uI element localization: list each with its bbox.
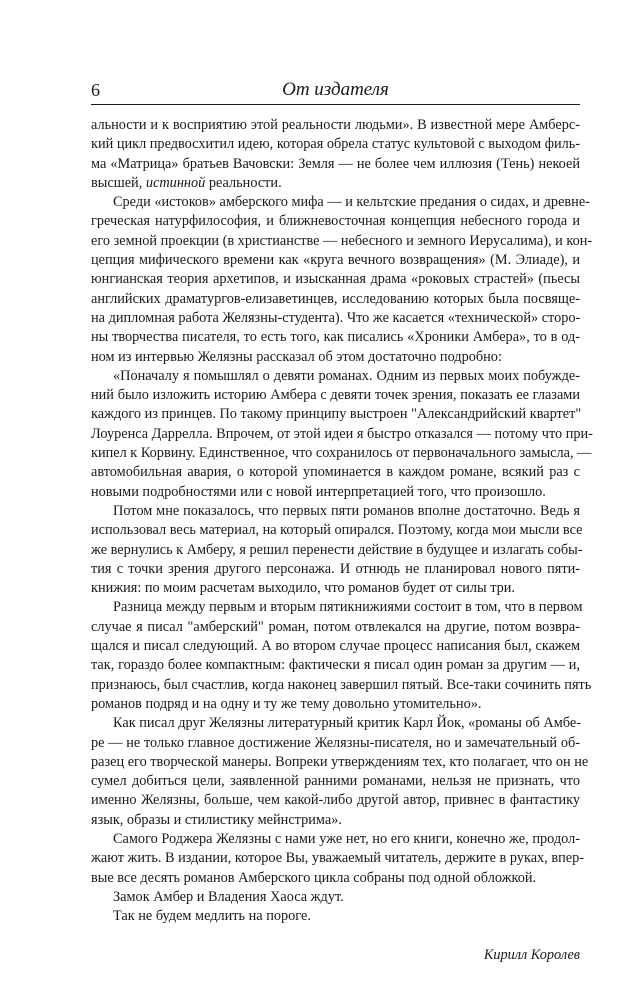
text-line: Лоуренса Даррелла. Впрочем, от этой идеи я быстро отказался — потому что при- [91,425,593,442]
text-line: Замок Амбер и Владения Хаоса ждут. [113,888,344,905]
text-line: ма «Матрица» братьев Вачовски: Земля — не более чем иллюзия (Тень) некоей [91,155,580,172]
text-line: Так не будем медлить на пороге. [113,908,311,925]
text-line: его земной проекции (в христианстве — небесного и земного Иерусалима), и кон- [91,232,593,249]
text-line: новыми подробностями или с новой интерпретацией того, что произошло. [91,483,546,500]
text-line: использовал весь материал, на который опирался. Поэтому, когда мои мысли все [91,522,583,539]
running-head: От издателя [282,79,389,100]
text-line: романов подряд и на одну и ту же тему довольно утомительно». [91,695,482,712]
text-line: Потом мне показалось, что первых пяти романов вполне достаточно. Ведь я [113,502,580,519]
text-fragment: высшей, [91,174,146,191]
text-line: альности и к восприятию этой реальности людьми». В известной мере Амберс- [91,117,580,133]
text-line: юнгианская теория архетипов, и изысканная драма «роковых страстей» (пьесы [91,271,580,288]
text-line: Самого Роджера Желязны с нами уже нет, но его книги, конечно же, продол- [113,830,580,847]
body-text [91,116,593,966]
text-line: именно Желязны, больше, чем какой-либо другой автор, привнес в фантастику [91,792,580,809]
text-line: ны творчества писателя, то есть того, как писались «Хроники Амбера», то в од- [91,329,580,346]
page-header [91,80,580,104]
text-line: Как писал друг Желязны литературный критик Карл Йок, «романы об Амбе- [113,715,581,732]
text-line: же вернулись к Амберу, я решил перенести действие в будущее и излагать собы- [91,541,583,558]
text-line: так, гораздо более компактным: фактически я писал один роман за другим — и, [91,657,580,674]
text-line: ном из интервью Желязны рассказал об этом достаточно подробно: [91,348,502,365]
text-line: греческая натурфилософия, и ближневосточная концепция небесного города и [91,213,580,230]
text-line: английских драматургов-елизаветинцев, исследованию которых была посвяще- [91,290,580,307]
text-line: язык, образы и стилистику мейнстрима». [91,811,342,828]
text-line: сумел добиться цели, заявленной ранними романами, нельзя не признать, что [91,773,580,790]
text-line: тия с точки зрения другого персонажа. И отнюдь не планировал нового пяти- [91,560,580,577]
text-line: на дипломная работа Желязны-студента). Что же касается «технической» сторо- [91,309,581,326]
text-line: Среди «истоков» амберского мифа — и кельтские предания о сидах, и древне- [113,194,590,211]
signature: Кирилл Королев [483,947,580,964]
text-line: ний было изложить историю Амбера с девяти точек зрения, показать ее глазами [91,387,580,404]
text-line: кипел к Корвину. Единственное, что сохранилось от первоначального замысла, — [91,445,592,462]
text-line: жают жить. В издании, которое Вы, уважаемый читатель, держите в руках, впер- [91,850,584,867]
text-line: ре — не только главное достижение Желязны-писателя, но и замечательный об- [91,734,580,751]
text-line: книжия: по моим расчетам выходило, что романов будет от силы три. [91,580,515,597]
text-fragment: реальности. [205,174,282,191]
text-line: автомобильная авария, о которой упоминается в каждом романе, всякий раз с [91,464,580,481]
text-line: случае я писал "амберский" роман, потом отвлекался на другие, потом возвра- [91,618,580,635]
text-line: Разница между первым и вторым пятикнижиями состоит в том, что в первом [113,599,583,616]
text-line: разец его творческой манеры. Вопреки утверждениям тех, кто полагает, что он не [91,753,589,770]
text-line: вые все десять романов Амберского цикла собраны под одной обложкой. [91,869,537,886]
text-line: каждого из принцев. По такому принципу выстроен "Александрийский квартет" [91,406,582,423]
emphasized-word: истинной [145,174,206,191]
page-number: 6 [91,80,100,100]
text-line: кий цикл предвосхитил идею, которая обрела статус культовой с выходом филь- [91,136,581,153]
text-line [91,174,580,193]
header-rule [91,104,580,105]
text-line: щался и писал следующий. А во втором случае процесс написания был, скажем [91,638,580,655]
text-line: признаюсь, был счастлив, когда наконец завершил пятый. Все-таки сочинить пять [91,676,592,693]
text-line: цепция мифического времени как «круга вечного возвращения» (М. Элиаде), и [91,252,580,269]
text-line: «Поначалу я помышлял о девяти романах. Одним из первых моих побужде- [113,367,580,384]
